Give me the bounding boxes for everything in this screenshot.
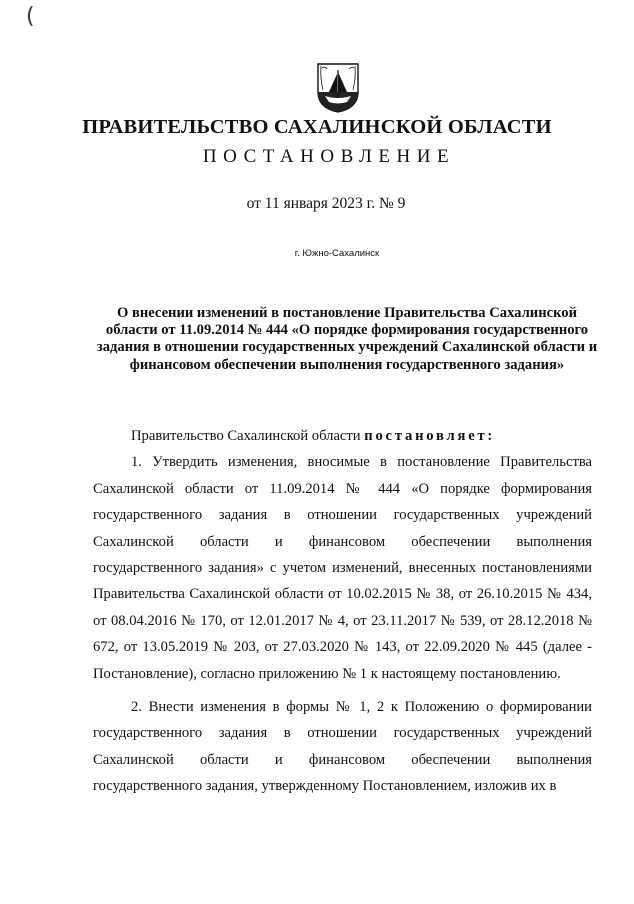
government-title: ПРАВИТЕЛЬСТВО САХАЛИНСКОЙ ОБЛАСТИ xyxy=(82,116,552,138)
document-body xyxy=(93,423,592,807)
handwritten-mark: ( xyxy=(26,4,35,29)
paragraph-2: 2. Внести изменения в формы № 1, 2 к Положению о формировании государственного задания в отношении государственных учреждений Сахалинской области и финансовом обеспечении выполнения государственного задания, утвержденному Постановлением, изложив их в xyxy=(93,699,592,795)
coat-of-arms-icon xyxy=(316,62,360,114)
document-subject: О внесении изменений в постановление Правительства Сахалинской области от 11.09.2014 № 444 «О порядке формирования государственного задания в отношении государственных учреждений Сахалинской области и финансовом обеспечении выполнения государственного задания» xyxy=(96,305,598,373)
city-name: г. Южно-Сахалинск xyxy=(294,248,380,259)
document-type: ПОСТАНОВЛЕНИЕ xyxy=(202,146,456,167)
decree-keyword: постановляет: xyxy=(364,428,496,444)
intro-paragraph xyxy=(93,423,592,449)
paragraph-1: 1. Утвердить изменения, вносимые в постановление Правительства Сахалинской области от 11.09.2014 № 444 «О порядке формирования государственного задания в отношении государственных учреждений Сахалинской области и финансовом обеспечении выполнения государственного задания» с учетом изменений, внесенных постановлениями Правительства Сахалинской области от 10.02.2015 № 38, от 26.10.2015 № 434, от 08.04.2016 № 170, от 12.01.2017 № 4, от 23.11.2017 № 539, от 28.12.2018 № 672, от 13.05.2019 № 203, от 27.03.2020 № 143, от 22.09.2020 № 445 (далее - Постановление), согласно приложению № 1 к настоящему постановлению. xyxy=(93,454,592,682)
intro-text: Правительство Сахалинской области xyxy=(131,428,365,444)
date-and-number: от 11 января 2023 г. № 9 xyxy=(246,195,406,212)
